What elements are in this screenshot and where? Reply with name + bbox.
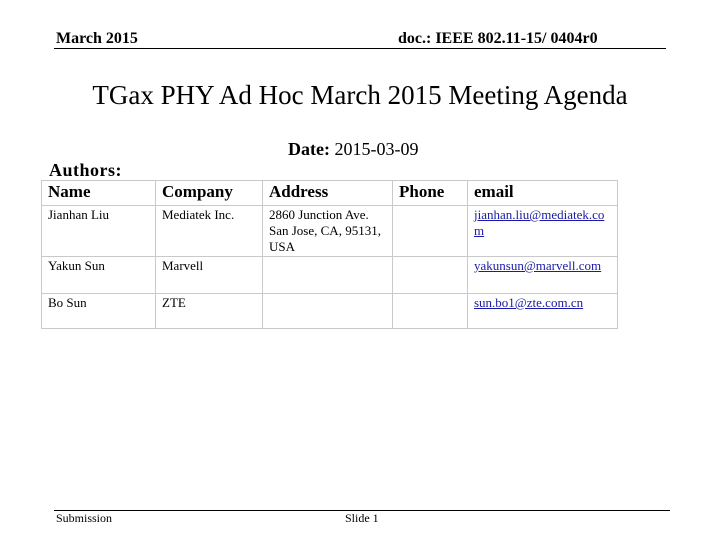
header-doc-id: doc.: IEEE 802.11-15/ 0404r0	[398, 30, 598, 47]
author-company: Marvell	[156, 257, 263, 294]
author-name: Bo Sun	[42, 294, 156, 329]
footer-submission: Submission	[56, 511, 113, 525]
author-address	[263, 257, 393, 294]
table-row	[42, 257, 618, 294]
date-line	[288, 139, 418, 160]
author-email-cell	[468, 294, 618, 329]
author-company: ZTE	[156, 294, 263, 329]
date-value: 2015-03-09	[334, 139, 419, 159]
author-email-cell	[468, 206, 618, 257]
header-phone: Phone	[393, 181, 468, 206]
author-email-cell	[468, 257, 618, 294]
author-address: 2860 Junction Ave. San Jose, CA, 95131, USA	[263, 206, 393, 257]
slide-title: TGax PHY Ad Hoc March 2015 Meeting Agenda	[92, 80, 628, 110]
header-divider	[54, 48, 666, 49]
author-name: Yakun Sun	[42, 257, 156, 294]
author-company: Mediatek Inc.	[156, 206, 263, 257]
author-email-link[interactable]: sun.bo1@zte.com.cn	[474, 295, 584, 310]
author-phone	[393, 206, 468, 257]
authors-table	[41, 180, 618, 329]
date-label: Date:	[288, 139, 330, 159]
header-address: Address	[263, 181, 393, 206]
table-row	[42, 206, 618, 257]
footer-slide-number: Slide 1	[345, 511, 379, 525]
author-phone	[393, 257, 468, 294]
author-name: Jianhan Liu	[42, 206, 156, 257]
header-date: March 2015	[56, 30, 138, 47]
header-email: email	[468, 181, 618, 206]
table-header-row	[42, 181, 618, 206]
author-email-link[interactable]: jianhan.liu@mediatek.com	[474, 207, 605, 238]
header-company: Company	[156, 181, 263, 206]
table-row	[42, 294, 618, 329]
author-phone	[393, 294, 468, 329]
author-email-link[interactable]: yakunsun@marvell.com	[474, 258, 602, 273]
author-address	[263, 294, 393, 329]
header-name: Name	[42, 181, 156, 206]
authors-label: Authors:	[49, 160, 123, 180]
